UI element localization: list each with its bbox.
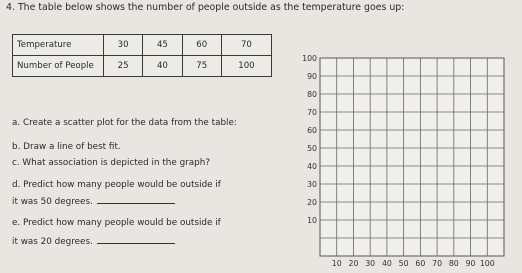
part-d-text: it was 50 degrees. bbox=[12, 197, 93, 207]
y-tick-label: 100 bbox=[302, 54, 317, 63]
y-tick-label: 40 bbox=[307, 162, 317, 171]
people-header: Number of People bbox=[13, 56, 104, 77]
x-tick-label: 60 bbox=[415, 259, 426, 268]
y-tick-label: 50 bbox=[307, 144, 317, 153]
y-tick-label: 20 bbox=[307, 198, 317, 207]
x-tick-label: 90 bbox=[465, 259, 476, 268]
x-tick-label: 40 bbox=[381, 259, 392, 268]
people-cell: 75 bbox=[182, 56, 221, 77]
y-tick-label: 10 bbox=[307, 216, 317, 225]
part-e-line1: e. Predict how many people would be outside if bbox=[12, 218, 221, 228]
grid-background bbox=[320, 58, 504, 256]
temperature-cell: 45 bbox=[143, 35, 182, 56]
y-tick-label: 70 bbox=[307, 108, 317, 117]
x-tick-label: 70 bbox=[432, 259, 443, 268]
part-e-text: it was 20 degrees. bbox=[12, 237, 93, 247]
temperature-cell: 70 bbox=[221, 35, 271, 56]
part-c: c. What association is depicted in the graph? bbox=[12, 158, 210, 168]
temperature-cell: 30 bbox=[104, 35, 143, 56]
x-tick-label: 80 bbox=[448, 259, 459, 268]
people-cell: 25 bbox=[104, 56, 143, 77]
temperature-header: Temperature bbox=[13, 35, 104, 56]
people-cell: 40 bbox=[143, 56, 182, 77]
people-cell: 100 bbox=[221, 56, 271, 77]
x-tick-label: 30 bbox=[365, 259, 376, 268]
part-d-line1: d. Predict how many people would be outside if bbox=[12, 180, 221, 190]
question-text: The table below shows the number of people outside as the temperature goes up: bbox=[17, 2, 405, 13]
y-tick-label: 80 bbox=[307, 90, 317, 99]
y-tick-label: 90 bbox=[307, 72, 317, 81]
x-tick-label: 20 bbox=[348, 259, 359, 268]
y-tick-label: 60 bbox=[307, 126, 317, 135]
part-a: a. Create a scatter plot for the data from the table: bbox=[12, 118, 237, 128]
temperature-cell: 60 bbox=[182, 35, 221, 56]
y-tick-label: 30 bbox=[307, 180, 317, 189]
part-b: b. Draw a line of best fit. bbox=[12, 142, 121, 152]
x-tick-label: 100 bbox=[479, 259, 495, 268]
question-number: 4. bbox=[6, 2, 15, 13]
x-tick-label: 10 bbox=[331, 259, 342, 268]
x-tick-label: 50 bbox=[398, 259, 409, 268]
